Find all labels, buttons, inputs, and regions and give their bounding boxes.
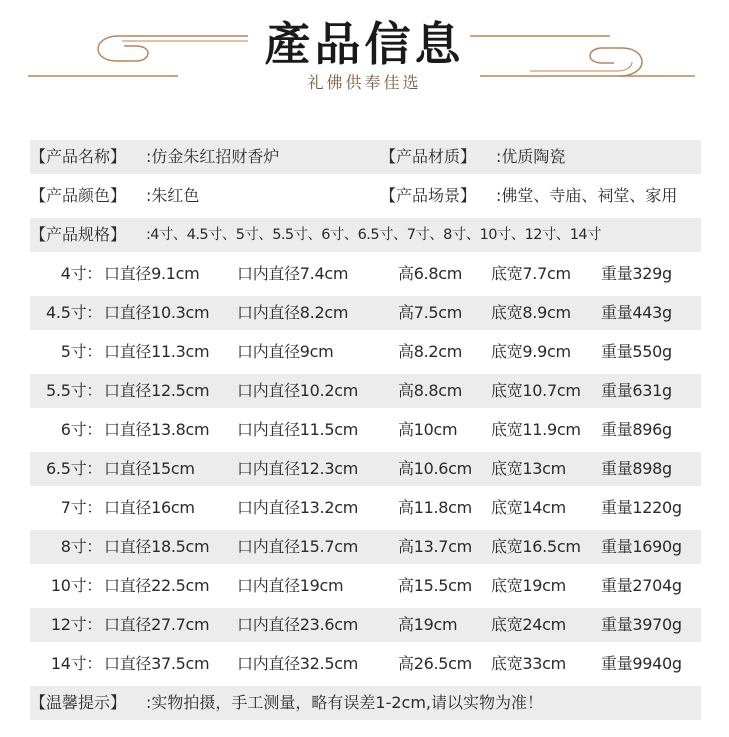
spec-row — [30, 374, 701, 408]
color-label: 【产品颜色】 — [30, 186, 127, 205]
spec-size: 5.5寸： — [46, 381, 102, 400]
tip-value: :实物拍摄，手工测量，略有误差1-2cm,请以实物为准！ — [146, 693, 543, 712]
spec-base-width: 底宽10.7cm — [491, 381, 581, 400]
spec-inner-diameter: 口内直径11.5cm — [237, 420, 359, 439]
spec-base-width: 底宽24cm — [491, 615, 566, 634]
spec-inner-diameter: 口内直径19cm — [237, 576, 344, 595]
spec-size: 4.5寸： — [46, 303, 102, 322]
spec-base-width: 底宽33cm — [491, 654, 566, 673]
spec-size: 5寸： — [60, 342, 102, 361]
spec-base-width: 底宽11.9cm — [491, 420, 581, 439]
spec-height: 高8.8cm — [398, 381, 463, 400]
spec-mouth-diameter: 口直径18.5cm — [104, 537, 210, 556]
spec-row — [30, 335, 701, 369]
spec-row — [30, 452, 701, 486]
product-info-table — [30, 140, 701, 725]
spec-weight: 重量896g — [601, 420, 672, 439]
info-row-sizes — [30, 218, 701, 252]
spec-weight: 重量2704g — [601, 576, 682, 595]
spec-height: 高19cm — [398, 615, 458, 634]
spec-inner-diameter: 口内直径10.2cm — [237, 381, 359, 400]
spec-row — [30, 569, 701, 603]
spec-base-width: 底宽19cm — [491, 576, 566, 595]
spec-mouth-diameter: 口直径22.5cm — [104, 576, 210, 595]
scene-label: 【产品场景】 — [380, 186, 477, 205]
spec-row — [30, 530, 701, 564]
spec-base-width: 底宽14cm — [491, 498, 566, 517]
spec-base-width: 底宽8.9cm — [491, 303, 571, 322]
spec-height: 高10cm — [398, 420, 458, 439]
spec-mouth-diameter: 口直径13.8cm — [104, 420, 210, 439]
spec-height: 高26.5cm — [398, 654, 472, 673]
spec-inner-diameter: 口内直径12.3cm — [237, 459, 359, 478]
spec-inner-diameter: 口内直径23.6cm — [237, 615, 359, 634]
spec-size: 8寸： — [60, 537, 102, 556]
spec-mouth-diameter: 口直径11.3cm — [104, 342, 210, 361]
spec-height: 高15.5cm — [398, 576, 472, 595]
material-label: 【产品材质】 — [380, 147, 477, 166]
spec-height: 高13.7cm — [398, 537, 472, 556]
spec-mouth-diameter: 口直径27.7cm — [104, 615, 210, 634]
scene-value: :佛堂、寺庙、祠堂、家用 — [496, 186, 678, 205]
spec-weight: 重量898g — [601, 459, 672, 478]
spec-height: 高6.8cm — [398, 264, 463, 283]
spec-height: 高10.6cm — [398, 459, 472, 478]
spec-inner-diameter: 口内直径9cm — [237, 342, 334, 361]
spec-height: 高7.5cm — [398, 303, 463, 322]
spec-height: 高11.8cm — [398, 498, 472, 517]
spec-weight: 重量9940g — [601, 654, 682, 673]
spec-size: 14寸： — [50, 654, 102, 673]
spec-row — [30, 647, 701, 681]
tip-label: 【温馨提示】 — [30, 693, 127, 712]
spec-base-width: 底宽16.5cm — [491, 537, 581, 556]
spec-mouth-diameter: 口直径10.3cm — [104, 303, 210, 322]
material-value: :优质陶瓷 — [496, 147, 566, 166]
spec-size: 10寸： — [50, 576, 102, 595]
spec-size: 12寸： — [50, 615, 102, 634]
spec-rows — [30, 257, 701, 681]
spec-row — [30, 257, 701, 291]
spec-size: 6.5寸： — [46, 459, 102, 478]
page-subtitle: 礼佛供奉佳选 — [307, 73, 422, 92]
size-label: 【产品规格】 — [30, 225, 127, 244]
spec-size: 4寸： — [60, 264, 102, 283]
spec-mouth-diameter: 口直径9.1cm — [104, 264, 200, 283]
spec-row — [30, 413, 701, 447]
spec-weight: 重量550g — [601, 342, 672, 361]
info-row-color-scene — [30, 179, 701, 213]
spec-inner-diameter: 口内直径32.5cm — [237, 654, 359, 673]
spec-weight: 重量329g — [601, 264, 672, 283]
spec-height: 高8.2cm — [398, 342, 463, 361]
spec-weight: 重量3970g — [601, 615, 682, 634]
size-value: :4寸、4.5寸、5寸、5.5寸、6寸、6.5寸、7寸、8寸、10寸、12寸、14寸 — [146, 227, 601, 243]
spec-row — [30, 491, 701, 525]
spec-mouth-diameter: 口直径37.5cm — [104, 654, 210, 673]
spec-weight: 重量1220g — [601, 498, 682, 517]
spec-inner-diameter: 口内直径7.4cm — [237, 264, 349, 283]
header — [0, 0, 729, 110]
spec-row — [30, 296, 701, 330]
spec-weight: 重量1690g — [601, 537, 682, 556]
color-value: :朱红色 — [146, 186, 200, 205]
name-label: 【产品名称】 — [30, 147, 127, 166]
spec-mouth-diameter: 口直径16cm — [104, 498, 195, 517]
spec-inner-diameter: 口内直径13.2cm — [237, 498, 359, 517]
spec-weight: 重量443g — [601, 303, 672, 322]
spec-weight: 重量631g — [601, 381, 672, 400]
info-row-name-material — [30, 140, 701, 174]
spec-row — [30, 608, 701, 642]
spec-inner-diameter: 口内直径15.7cm — [237, 537, 359, 556]
tip-row — [30, 686, 701, 720]
spec-inner-diameter: 口内直径8.2cm — [237, 303, 349, 322]
spec-mouth-diameter: 口直径15cm — [104, 459, 195, 478]
spec-base-width: 底宽13cm — [491, 459, 566, 478]
spec-base-width: 底宽9.9cm — [491, 342, 571, 361]
page-title: 產品信息 — [264, 17, 465, 71]
spec-size: 7寸： — [60, 498, 102, 517]
spec-mouth-diameter: 口直径12.5cm — [104, 381, 210, 400]
spec-size: 6寸： — [60, 420, 102, 439]
spec-base-width: 底宽7.7cm — [491, 264, 571, 283]
name-value: :仿金朱红招财香炉 — [146, 147, 280, 166]
